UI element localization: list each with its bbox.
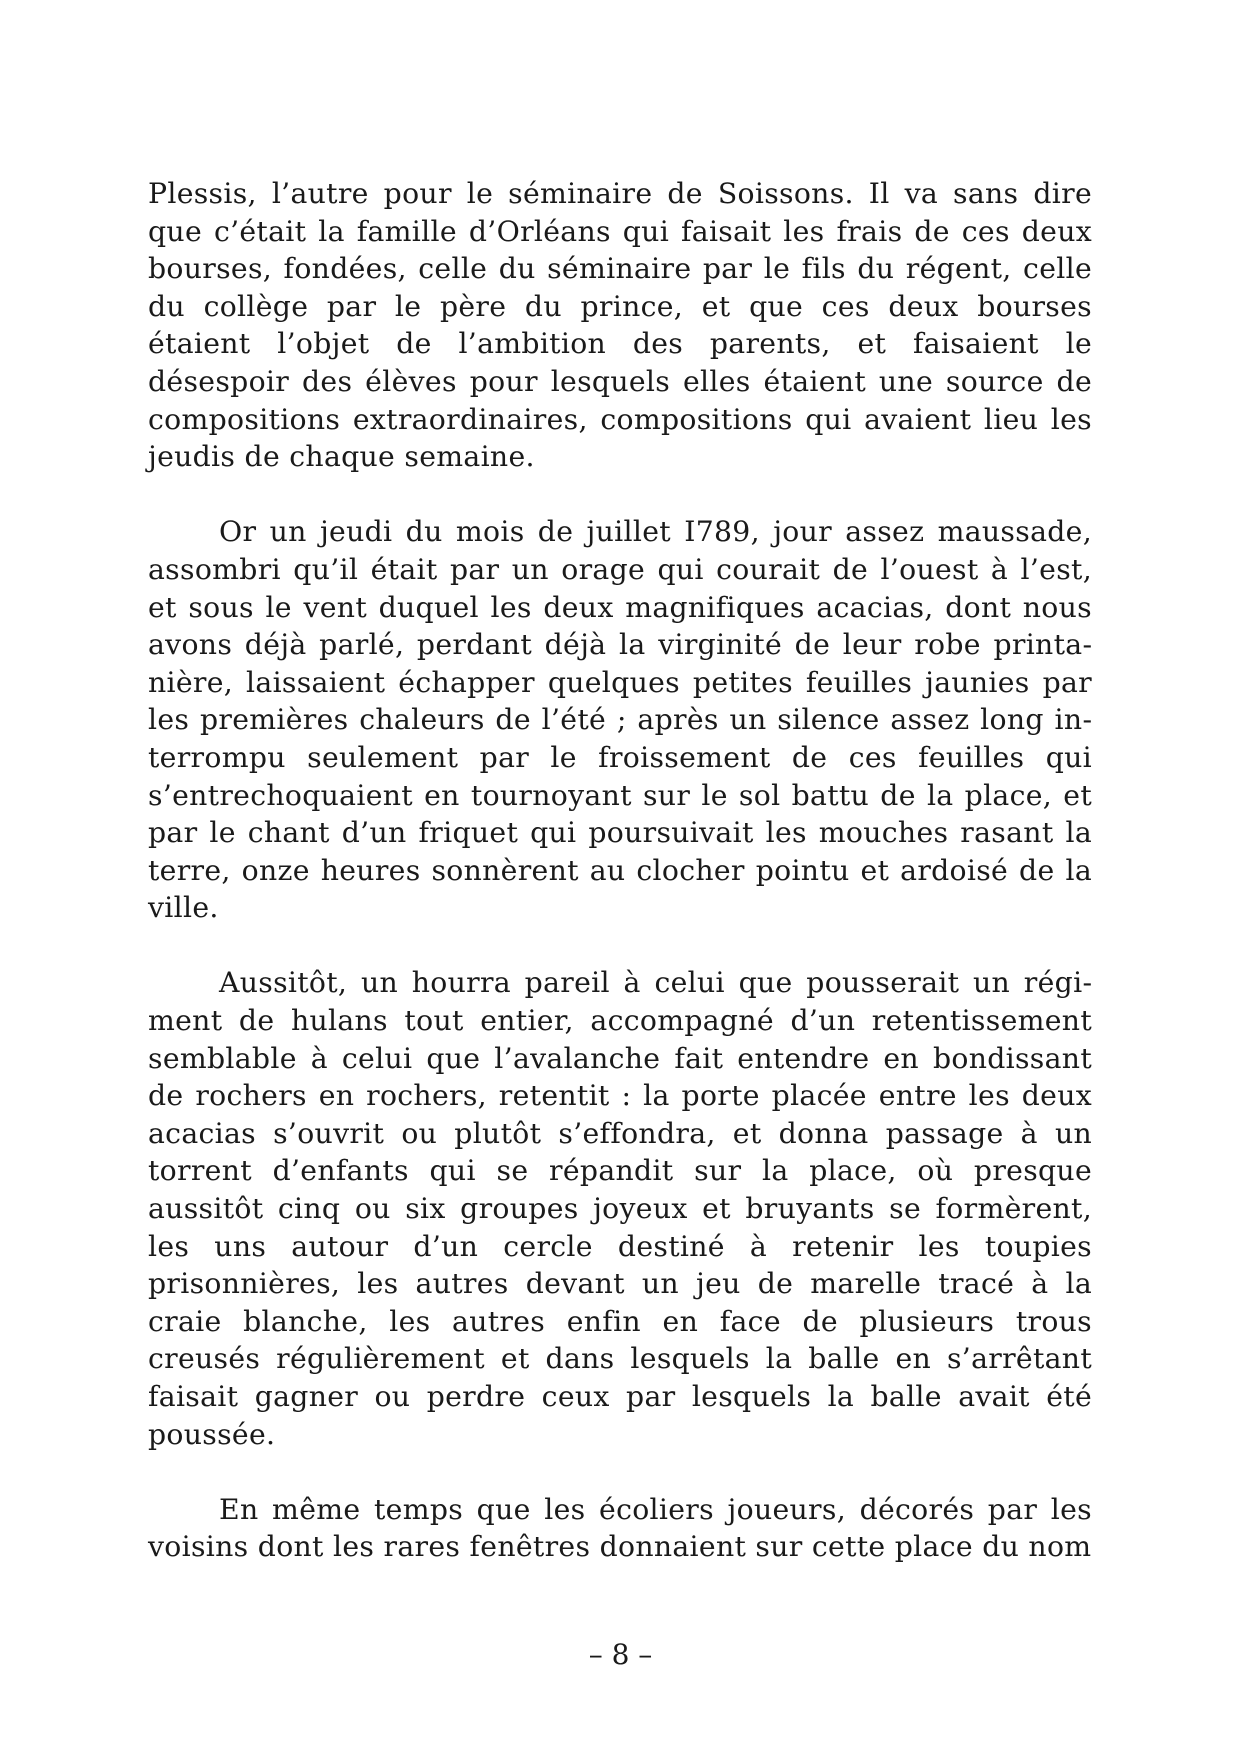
paragraph-1: Plessis, l’autre pour le séminaire de Soissons. Il va sans dire que c’était la famille d’Orléans qui faisait les frais de ces deux bourses, fondées, celle du séminaire par le fils du régent, celle du collège par le père du prince, et que ces deux bourses étaient l’objet de l’ambition des parents, et faisaient le désespoir des élèves pour lesquels elles étaient une source de compositions extraordinaires, compositions qui avaient lieu les jeudis de chaque semaine. <box>148 177 1092 474</box>
paragraph-2: Or un jeudi du mois de juillet I789, jour assez maussade, assombri qu’il était par un orage qui courait de l’ouest à l’est, et sous le vent duquel les deux magnifiques acacias, dont nous avons déjà parlé, perdant déjà la virginité de leur robe printanière, laissaient échapper quelques petites feuilles jaunies par les premières chaleurs de l’été ; après un silence assez long interrompu seulement par le froissement de ces feuilles qui s’entrechoquaient en tournoyant sur le sol battu de la place, et par le chant d’un friquet qui poursuivait les mouches rasant la terre, onze heures sonnèrent au clocher pointu et ardoisé de la ville. <box>148 515 1092 925</box>
body-text <box>148 175 1092 1566</box>
paragraph-4: En même temps que les écoliers joueurs, décorés par les voisins dont les rares fenêtres donnaient sur cette place du nom <box>148 1492 1092 1564</box>
page-number: – 8 – <box>588 1638 653 1671</box>
paragraph-3: Aussitôt, un hourra pareil à celui que pousserait un régiment de hulans tout entier, accompagné d’un retentissement semblable à celui que l’avalanche fait entendre en bondissant de rochers en rochers, retentit : la porte placée entre les deux acacias s’ouvrit ou plutôt s’effondra, et donna passage à un torrent d’enfants qui se répandit sur la place, où presque aussitôt cinq ou six groupes joyeux et bruyants se formèrent, les uns autour d’un cercle destiné à retenir les toupies prisonnières, les autres devant un jeu de marelle tracé à la craie blanche, les autres enfin en face de plusieurs trous creusés régulièrement et dans lesquels la balle en s’arrêtant faisait gagner ou perdre ceux par lesquels la balle avait été poussée. <box>148 966 1092 1451</box>
